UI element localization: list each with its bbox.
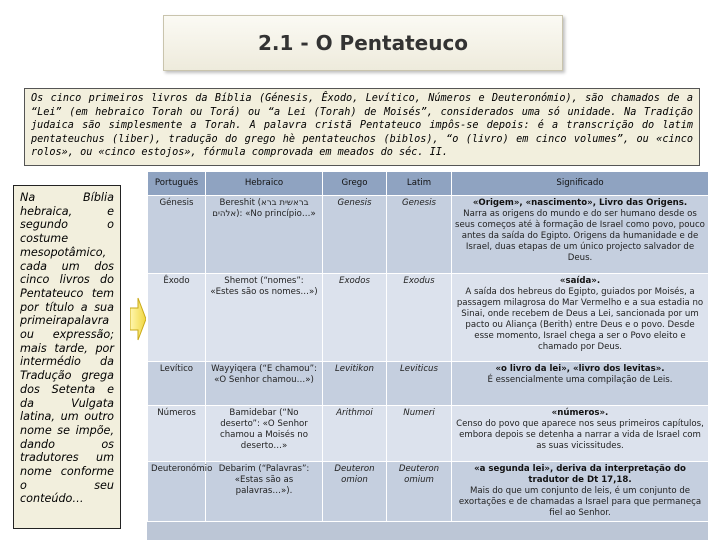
table-row — [148, 406, 709, 462]
cell-hebraico: Shemot (“nomes”: «Estes são os nomes…») — [206, 274, 323, 362]
column-header-grego: Grego — [323, 172, 387, 196]
arrow-right-icon — [130, 296, 146, 342]
pentateuch-table — [147, 171, 709, 522]
table-row — [148, 196, 709, 274]
cell-grego: Deuteron omion — [323, 462, 387, 522]
column-header-significado: Significado — [452, 172, 709, 196]
cell-latim: Genesis — [387, 196, 452, 274]
significado-heading: «Origem», «nascimento», Livro das Origens. — [472, 198, 688, 208]
cell-grego: Genesis — [323, 196, 387, 274]
cell-latim: Leviticus — [387, 362, 452, 406]
cell-portugues: Números — [148, 406, 206, 462]
pentateuch-table-wrapper — [147, 171, 708, 540]
column-header-latim: Latim — [387, 172, 452, 196]
cell-significado — [452, 462, 709, 522]
cell-latim: Deuteron omium — [387, 462, 452, 522]
significado-body: A saída dos hebreus do Egipto, guiados por Moisés, a passagem milagrosa do Mar Vermelho e a sua estadia no Sinai, onde recebem de Deus a Lei, sancionada por um pacto ou Aliança (Berith) entre Deus e o povo. Desde esse momento, Israel chega a ser o Povo eleito e chamado por Deus. — [456, 287, 704, 352]
cell-grego: Arithmoi — [323, 406, 387, 462]
significado-heading: «a segunda lei», deriva da interpretação do tradutor de Dt 17,18. — [474, 464, 686, 485]
column-header-hebraico: Hebraico — [206, 172, 323, 196]
cell-hebraico: Debarim (“Palavras”: «Estas são as palavras…»). — [206, 462, 323, 522]
cell-significado — [452, 196, 709, 274]
significado-body: É essencialmente uma compilação de Leis. — [487, 375, 673, 385]
cell-grego: Levitikon — [323, 362, 387, 406]
table-row — [148, 274, 709, 362]
intro-paragraph: Os cinco primeiros livros da Bíblia (Génesis, Êxodo, Levítico, Números e Deuteronómio), são chamados de a “Lei” (em hebraico Torah ou Torá) ou “a Lei (Torah) de Moisés”, considerados uma só unidade. Na Tradição judaica são simplesmente a Torah. A palavra cristã Pentateuco impôs-se depois: é a transcrição do latim pentateuchus (liber), tradução do grego hè pentateuchos (biblos), “o (livro) em cinco volumes”, ou «cinco rolos», ou «cinco estojos», fórmula comprovada em meados do séc. II. — [24, 88, 700, 166]
cell-latim: Exodus — [387, 274, 452, 362]
significado-body: Mais do que um conjunto de leis, é um conjunto de exortações e de chamadas a Israel para que permaneça fiel ao Senhor. — [458, 486, 702, 518]
cell-hebraico: Bamidebar (“No deserto”: «O Senhor chamou a Moisés no deserto…» — [206, 406, 323, 462]
cell-latim: Numeri — [387, 406, 452, 462]
cell-grego: Exodos — [323, 274, 387, 362]
column-header-portugues: Português — [148, 172, 206, 196]
cell-portugues: Levítico — [148, 362, 206, 406]
significado-heading: «números». — [551, 408, 609, 418]
table-row — [148, 362, 709, 406]
significado-body: Narra as origens do mundo e do ser humano desde os seus começos até à formação de Israel como povo, pouco antes da saída do Egipto. Origens da humanidade e de Israel, duas etapas de um único projecto salvador de Deus. — [455, 209, 705, 263]
cell-portugues: Êxodo — [148, 274, 206, 362]
page-title: 2.1 - O Pentateuco — [257, 31, 469, 55]
cell-significado — [452, 274, 709, 362]
significado-heading: «saída». — [559, 276, 601, 286]
significado-body: Censo do povo que aparece nos seus primeiros capítulos, embora depois se detenha a narrar a vida de Israel com as suas vicissitudes. — [456, 419, 704, 451]
significado-heading: «o livro da lei», «livro dos levitas». — [495, 364, 665, 374]
cell-hebraico: Bereshit (בראשית ברא אלהים): «No princípio…» — [206, 196, 323, 274]
cell-significado — [452, 362, 709, 406]
cell-portugues: Deuteronómio — [148, 462, 206, 522]
side-note: Na Bíblia hebraica, e segundo o costume mesopotâmico, cada um dos cinco livros do Pentateuco tem por título a sua primeirapalavra ou expressão; mais tarde, por intermédio da Tradução grega dos Setenta e da Vulgata latina, um outro nome se impõe, dando os tradutores um nome conforme o seu conteúdo… — [13, 185, 121, 529]
cell-hebraico: Wayyiqera (“E chamou”: «O Senhor chamou…») — [206, 362, 323, 406]
cell-significado — [452, 406, 709, 462]
table-header-row — [148, 172, 709, 196]
cell-portugues: Génesis — [148, 196, 206, 274]
table-row — [148, 462, 709, 522]
title-box — [163, 15, 563, 71]
